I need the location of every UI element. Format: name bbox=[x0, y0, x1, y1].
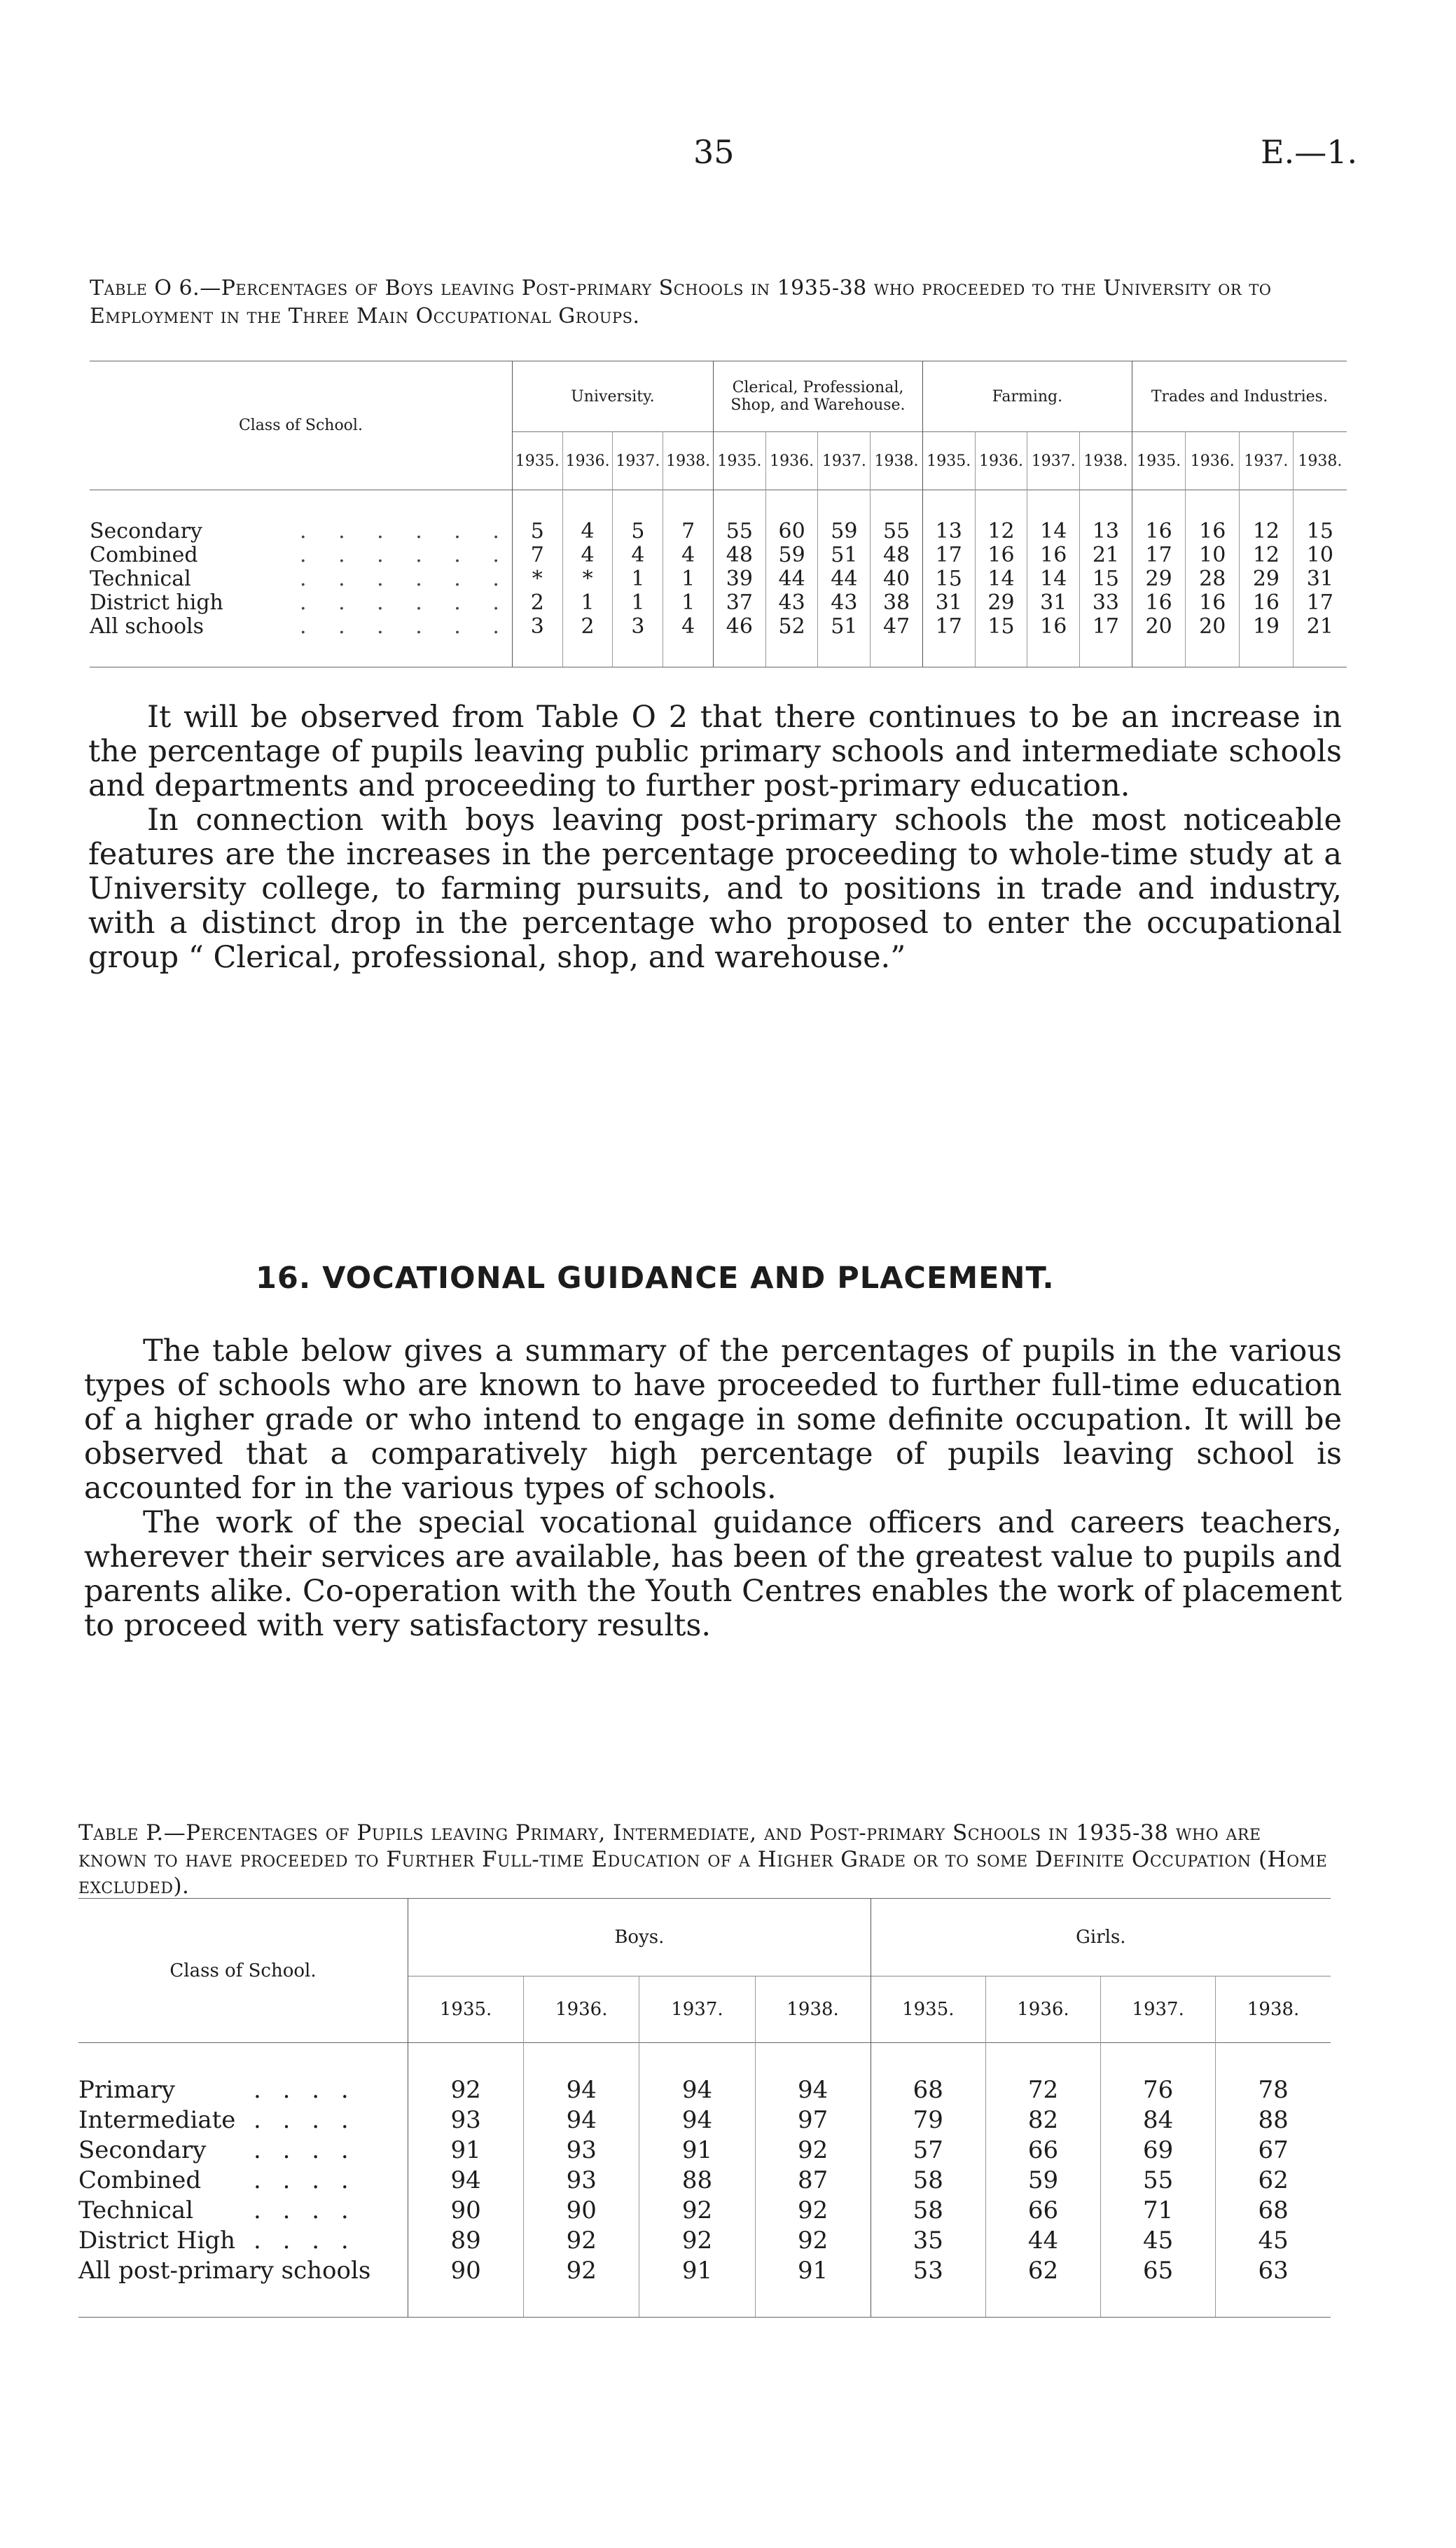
table-o6-caption bbox=[90, 275, 1343, 331]
table-cell: 1 bbox=[663, 567, 714, 591]
table-cell: 14 bbox=[975, 567, 1027, 591]
table-cell: 82 bbox=[985, 2105, 1100, 2135]
paragraph: The table below gives a summary of the percentages of pupils in the various types of schools who are known to have proceeded to further full-time education of a higher grade or who intend to engage in some definite occupation. It will be observed that a comparatively high percentage of pupils leaving school is accounted for in the various types of schools. bbox=[84, 1334, 1342, 1506]
table-cell: 1 bbox=[613, 591, 663, 615]
table-cell: 60 bbox=[765, 490, 818, 544]
table-cell: 16 bbox=[1132, 490, 1186, 544]
school-class-name: District High bbox=[78, 2227, 236, 2255]
table-cell: 31 bbox=[922, 591, 975, 615]
table-cell: 63 bbox=[1216, 2256, 1331, 2318]
table-cell: 15 bbox=[1080, 567, 1132, 591]
table-cell: * bbox=[512, 567, 562, 591]
table-cell: 10 bbox=[1306, 543, 1333, 567]
table-cell: 16 bbox=[1132, 591, 1186, 615]
table-cell: 44 bbox=[818, 567, 871, 591]
table-cell: 68 bbox=[1258, 2196, 1289, 2224]
year-header: 1935. bbox=[922, 432, 975, 490]
table-cell: 55 bbox=[871, 490, 923, 544]
row-label bbox=[78, 2226, 408, 2256]
table-row bbox=[78, 2166, 1331, 2196]
school-class-name: Secondary bbox=[78, 2136, 207, 2164]
table-cell: 2 bbox=[512, 591, 562, 615]
table-cell: 37 bbox=[714, 591, 766, 615]
school-class-name: Secondary bbox=[90, 519, 202, 543]
leader-dots: . . . . bbox=[254, 2166, 356, 2194]
table-cell: 84 bbox=[1101, 2105, 1216, 2135]
table-cell: * bbox=[562, 567, 613, 591]
table-cell: 16 bbox=[1240, 591, 1294, 615]
year-header: 1938. bbox=[1080, 432, 1132, 490]
table-cell: 17 bbox=[1132, 543, 1186, 567]
table-cell: 31 bbox=[1306, 567, 1333, 591]
year-header: 1938. bbox=[663, 432, 714, 490]
table-row bbox=[78, 2256, 1331, 2318]
table-cell: 40 bbox=[871, 567, 923, 591]
table-cell: 59 bbox=[985, 2166, 1100, 2196]
table-cell: 57 bbox=[871, 2135, 985, 2166]
table-cell: 17 bbox=[1080, 615, 1132, 667]
table-cell: 21 bbox=[1293, 615, 1347, 667]
table-cell: 90 bbox=[408, 2256, 524, 2318]
table-p-caption-text: —Percentages of Pupils leaving Primary, Intermediate, and Post-primary Schools in 1935-38 who are known to have proceeded to Further Full-time Education of a Higher Grade or to some Definite Occupation (Home excluded). bbox=[78, 1820, 1328, 1899]
table-cell: 53 bbox=[871, 2256, 985, 2318]
row-label bbox=[78, 2043, 408, 2106]
table-cell: 4 bbox=[663, 543, 714, 567]
table-cell: 59 bbox=[818, 490, 871, 544]
table-cell: 62 bbox=[1258, 2166, 1289, 2194]
table-cell: 17 bbox=[922, 543, 975, 567]
leader-dots: . . . . . . bbox=[300, 519, 512, 543]
body-text-1 bbox=[88, 700, 1342, 975]
table-cell: 88 bbox=[1258, 2106, 1289, 2134]
row-label bbox=[90, 591, 512, 615]
table-cell: 44 bbox=[985, 2226, 1100, 2256]
year-header: 1935. bbox=[871, 1976, 985, 2043]
class-of-school-header: Class of School. bbox=[78, 1899, 408, 2043]
table-cell: 94 bbox=[639, 2043, 755, 2106]
year-header: 1936. bbox=[975, 432, 1027, 490]
row-label bbox=[90, 490, 512, 544]
table-cell: 97 bbox=[755, 2105, 871, 2135]
table-cell: 44 bbox=[765, 567, 818, 591]
table-cell: 45 bbox=[1101, 2226, 1216, 2256]
table-p-caption-label: Table P. bbox=[78, 1820, 164, 1846]
group-header-university: University. bbox=[512, 361, 713, 432]
table-cell: 47 bbox=[871, 615, 923, 667]
table-cell: 20 bbox=[1132, 615, 1186, 667]
year-header: 1936. bbox=[765, 432, 818, 490]
table-o6-caption-text: —Percentages of Boys leaving Post-primary Schools in 1935-38 who proceeded to the University or to Employment in the Three Main Occupational Groups. bbox=[90, 276, 1272, 328]
group-header-clerical: Clerical, Professional, Shop, and Warehouse. bbox=[714, 361, 923, 432]
table-row bbox=[78, 2043, 1331, 2106]
year-header: 1937. bbox=[1240, 432, 1294, 490]
leader-dots: . . . . bbox=[254, 2196, 356, 2224]
table-cell: 51 bbox=[818, 543, 871, 567]
table-cell: 43 bbox=[818, 591, 871, 615]
row-label bbox=[78, 2166, 408, 2196]
table-cell: 71 bbox=[1101, 2196, 1216, 2226]
row-label bbox=[78, 2135, 408, 2166]
table-cell: 16 bbox=[1186, 490, 1240, 544]
table-cell: 1 bbox=[663, 591, 714, 615]
year-header: 1937. bbox=[1101, 1976, 1216, 2043]
table-cell: 48 bbox=[871, 543, 923, 567]
table-cell: 55 bbox=[714, 490, 766, 544]
table-cell: 91 bbox=[408, 2135, 524, 2166]
table-cell: 13 bbox=[1080, 490, 1132, 544]
leader-dots: . . . . . . bbox=[300, 567, 512, 591]
year-header: 1935. bbox=[408, 1976, 524, 2043]
year-header: 1936. bbox=[1186, 432, 1240, 490]
table-row bbox=[78, 2196, 1331, 2226]
table-cell: 89 bbox=[408, 2226, 524, 2256]
row-label bbox=[78, 2256, 408, 2318]
table-row bbox=[90, 543, 1347, 567]
table-cell: 39 bbox=[714, 567, 766, 591]
class-of-school-header: Class of School. bbox=[90, 361, 512, 490]
table-cell: 21 bbox=[1080, 543, 1132, 567]
table-cell: 20 bbox=[1186, 615, 1240, 667]
school-class-name: Combined bbox=[90, 543, 198, 567]
row-label bbox=[90, 543, 512, 567]
table-row bbox=[78, 2135, 1331, 2166]
table-cell: 69 bbox=[1101, 2135, 1216, 2166]
table-cell: 72 bbox=[985, 2043, 1100, 2106]
table-cell: 4 bbox=[613, 543, 663, 567]
table-cell: 92 bbox=[755, 2135, 871, 2166]
table-cell: 92 bbox=[524, 2226, 639, 2256]
year-header: 1935. bbox=[512, 432, 562, 490]
paragraph: It will be observed from Table O 2 that there continues to be an increase in the percentage of pupils leaving public primary schools and intermediate schools and departments and proceeding to further post-primary education. bbox=[88, 700, 1342, 803]
table-cell: 90 bbox=[408, 2196, 524, 2226]
table-cell: 15 bbox=[1293, 490, 1347, 544]
year-header: 1938. bbox=[1293, 432, 1347, 490]
table-row bbox=[90, 591, 1347, 615]
table-row bbox=[90, 490, 1347, 544]
table-cell: 92 bbox=[408, 2043, 524, 2106]
table-cell: 16 bbox=[1027, 615, 1080, 667]
leader-dots: . . . . . . bbox=[300, 543, 512, 567]
school-class-name: Combined bbox=[78, 2166, 202, 2194]
table-cell: 90 bbox=[524, 2196, 639, 2226]
body-text-2 bbox=[84, 1334, 1342, 1643]
table-cell: 3 bbox=[512, 615, 562, 667]
table-cell: 14 bbox=[1027, 567, 1080, 591]
school-class-name: Primary bbox=[78, 2076, 175, 2104]
table-cell: 51 bbox=[818, 615, 871, 667]
school-class-name: Intermediate bbox=[78, 2106, 236, 2134]
table-cell: 16 bbox=[1027, 543, 1080, 567]
leader-dots: . . . . bbox=[254, 2106, 356, 2134]
year-header: 1938. bbox=[871, 432, 923, 490]
table-cell: 66 bbox=[985, 2196, 1100, 2226]
year-header: 1935. bbox=[1132, 432, 1186, 490]
table-cell: 2 bbox=[562, 615, 613, 667]
table-cell: 17 bbox=[1306, 590, 1333, 615]
year-header: 1937. bbox=[818, 432, 871, 490]
table-o6 bbox=[90, 361, 1347, 667]
table-p-caption bbox=[78, 1820, 1332, 1899]
table-p bbox=[78, 1898, 1331, 2318]
table-cell: 93 bbox=[408, 2105, 524, 2135]
table-cell: 76 bbox=[1101, 2043, 1216, 2106]
leader-dots: . . . . . . bbox=[300, 590, 512, 615]
leader-dots: . . . . bbox=[254, 2076, 356, 2104]
group-header-boys: Boys. bbox=[408, 1899, 871, 1976]
school-class-name: Technical bbox=[78, 2196, 194, 2224]
table-cell: 65 bbox=[1101, 2256, 1216, 2318]
table-cell: 91 bbox=[755, 2256, 871, 2318]
table-row bbox=[78, 2226, 1331, 2256]
table-cell: 62 bbox=[985, 2256, 1100, 2318]
leader-dots: . . . . . . bbox=[300, 614, 512, 639]
year-header: 1937. bbox=[639, 1976, 755, 2043]
group-header-farming: Farming. bbox=[922, 361, 1132, 432]
table-cell: 5 bbox=[613, 490, 663, 544]
year-header: 1935. bbox=[714, 432, 766, 490]
table-cell: 45 bbox=[1258, 2227, 1289, 2255]
table-cell: 92 bbox=[755, 2196, 871, 2226]
table-cell: 33 bbox=[1080, 591, 1132, 615]
table-cell: 10 bbox=[1186, 543, 1240, 567]
table-cell: 55 bbox=[1101, 2166, 1216, 2196]
year-header: 1936. bbox=[985, 1976, 1100, 2043]
table-cell: 7 bbox=[512, 543, 562, 567]
table-cell: 92 bbox=[639, 2226, 755, 2256]
table-cell: 17 bbox=[922, 615, 975, 667]
table-cell: 93 bbox=[524, 2166, 639, 2196]
leader-dots: . . . . bbox=[254, 2227, 356, 2255]
table-cell: 29 bbox=[1240, 567, 1294, 591]
table-cell: 16 bbox=[1186, 591, 1240, 615]
table-row bbox=[90, 615, 1347, 667]
table-cell: 94 bbox=[524, 2105, 639, 2135]
table-cell: 4 bbox=[663, 615, 714, 667]
table-cell: 29 bbox=[975, 591, 1027, 615]
table-cell: 12 bbox=[1240, 543, 1294, 567]
table-cell: 15 bbox=[975, 615, 1027, 667]
school-class-name: All schools bbox=[90, 614, 204, 639]
table-cell: 92 bbox=[524, 2256, 639, 2318]
table-cell: 48 bbox=[714, 543, 766, 567]
table-cell: 38 bbox=[871, 591, 923, 615]
year-header: 1937. bbox=[613, 432, 663, 490]
row-label bbox=[90, 567, 512, 591]
group-header-trades: Trades and Industries. bbox=[1151, 387, 1328, 406]
year-header: 1938. bbox=[755, 1976, 871, 2043]
table-cell: 12 bbox=[1240, 490, 1294, 544]
school-class-name: District high bbox=[90, 590, 223, 615]
table-cell: 12 bbox=[975, 490, 1027, 544]
row-label bbox=[78, 2196, 408, 2226]
table-row bbox=[78, 2105, 1331, 2135]
table-cell: 94 bbox=[524, 2043, 639, 2106]
table-cell: 15 bbox=[922, 567, 975, 591]
table-cell: 93 bbox=[524, 2135, 639, 2166]
table-cell: 91 bbox=[639, 2256, 755, 2318]
table-cell: 7 bbox=[663, 490, 714, 544]
table-cell: 4 bbox=[562, 543, 613, 567]
page-number: 35 bbox=[693, 133, 735, 171]
table-cell: 88 bbox=[639, 2166, 755, 2196]
document-reference: E.—1. bbox=[1261, 133, 1358, 171]
year-header: 1937. bbox=[1027, 432, 1080, 490]
table-cell: 58 bbox=[871, 2196, 985, 2226]
school-class-name: Technical bbox=[90, 567, 191, 591]
paragraph: In connection with boys leaving post-primary schools the most noticeable features are the increases in the percentage proceeding to whole-time study at a University college, to farming pursuits, and to positions in trade and industry, with a distinct drop in the percentage who proposed to enter the occupational group “ Clerical, professional, shop, and warehouse.” bbox=[88, 803, 1342, 975]
table-o6-caption-label: Table O 6. bbox=[90, 276, 200, 300]
table-cell: 59 bbox=[765, 543, 818, 567]
table-cell: 68 bbox=[871, 2043, 985, 2106]
leader-dots: . . . . bbox=[254, 2136, 356, 2164]
table-cell: 29 bbox=[1132, 567, 1186, 591]
table-cell: 14 bbox=[1027, 490, 1080, 544]
table-cell: 91 bbox=[639, 2135, 755, 2166]
table-cell: 67 bbox=[1258, 2136, 1289, 2164]
school-class-name: All post-primary schools bbox=[78, 2257, 371, 2285]
table-cell: 4 bbox=[562, 490, 613, 544]
table-cell: 35 bbox=[871, 2226, 985, 2256]
table-cell: 66 bbox=[985, 2135, 1100, 2166]
table-cell: 94 bbox=[639, 2105, 755, 2135]
table-cell: 79 bbox=[871, 2105, 985, 2135]
table-cell: 3 bbox=[613, 615, 663, 667]
section-heading: 16. VOCATIONAL GUIDANCE AND PLACEMENT. bbox=[256, 1261, 1055, 1296]
table-row bbox=[90, 567, 1347, 591]
table-cell: 5 bbox=[512, 490, 562, 544]
table-cell: 78 bbox=[1216, 2043, 1331, 2106]
table-cell: 16 bbox=[975, 543, 1027, 567]
table-cell: 46 bbox=[714, 615, 766, 667]
table-cell: 1 bbox=[613, 567, 663, 591]
table-cell: 92 bbox=[755, 2226, 871, 2256]
year-header: 1936. bbox=[524, 1976, 639, 2043]
table-cell: 58 bbox=[871, 2166, 985, 2196]
table-cell: 43 bbox=[765, 591, 818, 615]
table-cell: 13 bbox=[922, 490, 975, 544]
table-cell: 92 bbox=[639, 2196, 755, 2226]
year-header: 1938. bbox=[1216, 1976, 1331, 2043]
paragraph: The work of the special vocational guidance officers and careers teachers, wherever their services are available, has been of the greatest value to pupils and parents alike. Co-operation with the Youth Centres enables the work of placement to proceed with very satisfactory results. bbox=[84, 1505, 1342, 1643]
table-cell: 19 bbox=[1240, 615, 1294, 667]
table-cell: 28 bbox=[1186, 567, 1240, 591]
table-cell: 31 bbox=[1027, 591, 1080, 615]
row-label bbox=[78, 2105, 408, 2135]
year-header: 1936. bbox=[562, 432, 613, 490]
table-cell: 87 bbox=[755, 2166, 871, 2196]
group-header-girls: Girls. bbox=[1076, 1927, 1126, 1948]
table-cell: 1 bbox=[562, 591, 613, 615]
row-label bbox=[90, 615, 512, 667]
table-cell: 52 bbox=[765, 615, 818, 667]
table-cell: 94 bbox=[755, 2043, 871, 2106]
table-cell: 94 bbox=[408, 2166, 524, 2196]
